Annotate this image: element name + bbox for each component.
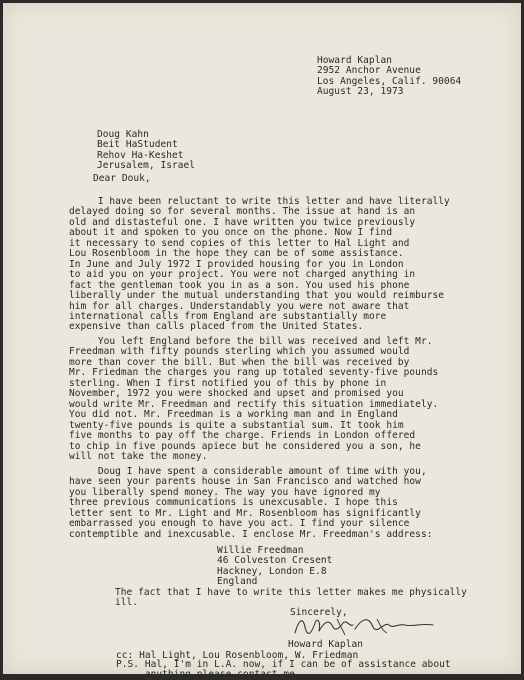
body-paragraph-line: contemptible and inexcusable. I enclose Mr. Freedman's address: [69, 528, 433, 540]
letter-page [3, 3, 521, 680]
body-paragraph-line: would write Mr. Freedman and rectify this situation immediately. [69, 398, 439, 410]
body-paragraph-line: November, 1972 you were shocked and upset and promised you [69, 388, 404, 400]
sender-address-line: Los Angeles, Calif. 90064 [317, 75, 462, 87]
sender-address-line: August 23, 1973 [317, 86, 404, 98]
body-paragraph-line: five months to pay off the charge. Friends in London offered [69, 430, 416, 442]
body-paragraph-line: Lou Rosenbloom in the hope they can be of some assistance. [69, 248, 404, 260]
body-paragraph-line: old and distasteful one. I have written you twice previously [69, 216, 416, 228]
body-paragraph-line: him for all charges. Understandably you were not aware that [69, 300, 410, 312]
signature-name: Howard Kaplan [288, 639, 364, 650]
body-paragraph-line: The fact that I have to write this letter makes me physically [115, 587, 467, 598]
recipient-address-line: Doug Kahn [97, 129, 149, 140]
cc-line: cc: Hal Light, Lou Rosenbloom, W. Friedman [116, 650, 359, 661]
body-paragraph-line: In June and July 1972 I provided housing for you in London [69, 258, 404, 270]
postscript-line: anything please contact me. [116, 668, 301, 680]
body-paragraph-line: about it and spoken to you once on the phone. Now I find [69, 227, 393, 239]
body-paragraph-line: three previous communications is unexcusable. I hope this [69, 497, 398, 509]
body-paragraph-line: ill. [115, 597, 139, 609]
body-paragraph-line: you liberally spend money. The way you have ignored my [69, 486, 381, 498]
body-paragraph-line: sterling. When I first notified you of this by phone in [69, 377, 387, 389]
body-paragraph-line: Mr. Friedman the charges you rang up totaled seventy-five pounds [69, 367, 439, 379]
body-paragraph-line: will not take the money. [69, 450, 208, 462]
handwritten-signature [289, 613, 439, 639]
body-paragraph-line: have seen your parents house in San Francisco and watched how [69, 476, 421, 488]
body-paragraph-line: twenty-five pounds is quite a substantial sum. It took him [69, 419, 404, 431]
body-paragraph-line: it necessary to send copies of this letter to Hal Light and [69, 237, 410, 249]
enclosed-address-line: England [217, 576, 258, 588]
body-paragraph-line: international calls from England are substantially more [69, 310, 387, 322]
body-paragraph-line: Doug I have spent a considerable amount of time with you, [69, 466, 427, 477]
body-paragraph-line: I have been reluctant to write this letter and have literally [69, 196, 450, 207]
enclosed-address-line: 46 Colveston Cresent [217, 555, 333, 567]
body-paragraph-line: fact the gentleman took you in as a son. You used his phone [69, 279, 410, 291]
postscript-line: P.S. Hal, I'm in L.A. now, if I can be of assistance about [116, 659, 451, 670]
body-paragraph-line: liberally under the mutual understanding that you would reimburse [69, 290, 445, 302]
recipient-address-line: Beit HaStudent [97, 139, 178, 151]
body-paragraph-line: to aid you on your project. You were not charged anything in [69, 269, 416, 281]
salutation: Dear Douk, [93, 173, 151, 184]
sender-address-line: Howard Kaplan [317, 55, 393, 66]
body-paragraph-line: embarrassed you enough to have you act. I find your silence [69, 518, 410, 530]
body-paragraph-line: You did not. Mr. Freedman is a working man and in England [69, 409, 398, 421]
enclosed-address-line: Willie Freedman [217, 545, 304, 556]
body-paragraph-line: letter sent to Mr. Light and Mr. Rosenbloom has significantly [69, 507, 421, 519]
closing: Sincerely, [290, 607, 348, 618]
body-paragraph-line: You left England before the bill was received and left Mr. [69, 336, 433, 347]
sender-address-line: 2952 Anchor Avenue [317, 65, 421, 77]
body-paragraph-line: Freedman with fifty pounds sterling which you assumed would [69, 346, 410, 358]
body-paragraph-line: to chip in five pounds apiece but he considered you a son, he [69, 440, 421, 452]
recipient-address-line: Rehov Ha-Keshet [97, 149, 184, 161]
recipient-address-line: Jerusalem, Israel [97, 160, 196, 172]
body-paragraph-line: delayed doing so for several months. The issue at hand is an [69, 206, 416, 218]
body-paragraph-line: expensive than calls placed from the United States. [69, 321, 364, 333]
enclosed-address-line: Hackney, London E.8 [217, 565, 327, 577]
body-paragraph-line: more than cover the bill. But when the bill was received by [69, 356, 410, 368]
